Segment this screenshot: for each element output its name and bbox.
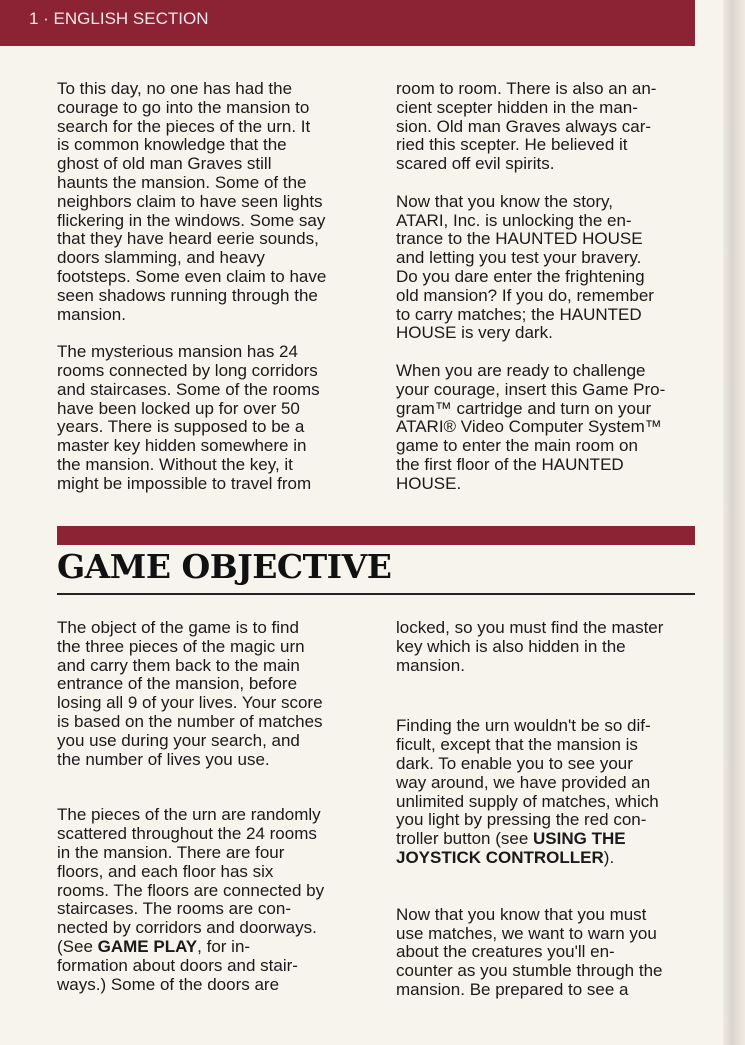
intro-column-left [57, 80, 326, 494]
objective-paragraph: The object of the game is to find the three pieces of the magic urn and carry them back to the main entrance of the mansion, before losing all 9 of your lives. Your score is based on the number of matches you use during your search, and the number of lives you use. [57, 618, 323, 769]
cross-reference: USING THE JOYSTICK CONTROLLER [396, 829, 626, 867]
intro-paragraph: Now that you know the story, ATARI, Inc. is unlocking the en- trance to the HAUNTED HOUSE and letting you test your bravery. Do you dare enter the frightening old mansion? If you do, remember to carry matches; the HAUNTED HOUSE is very dark. [396, 191, 654, 343]
objective-paragraph [396, 717, 663, 867]
cross-reference: GAME PLAY [97, 936, 198, 956]
intro-paragraph: When you are ready to challenge your courage, insert this Game Pro- gram™ cartridge and turn on your ATARI® Video Computer System™ game to enter the main room on the first floor of the HAUNTED HOUSE. [396, 360, 666, 493]
section-title: GAME OBJECTIVE [57, 547, 392, 586]
intro-paragraph: To this day, no one has had the courage to go into the mansion to search for the pieces of the urn. It is common knowledge that the ghost of old man Graves still haunts the mansion. Some of the neighbors claim to have seen lights flickering in the windows. Some say that they have heard eerie sounds, doors slamming, and heavy footsteps. Some even claim to have seen shadows running through the mansion. [57, 79, 327, 324]
header-band [0, 0, 695, 46]
objective-column-left [57, 619, 324, 994]
paragraph-text: Finding the urn wouldn't be so dif- ficult, except that the mansion is dark. To enable you to see your way around, we have provided an unlimited supply of matches, which you light by pressing the red con- troller button (see [396, 716, 659, 849]
intro-paragraph: The mysterious mansion has 24 rooms connected by long corridors and staircases. Some of the rooms have been locked up for over 50 years. There is supposed to be a master key hidden somewhere in the mansion. Without the key, it might be impossible to travel from [57, 342, 320, 493]
objective-paragraph [57, 806, 324, 994]
section-band [57, 526, 695, 545]
paragraph-text: ). [603, 847, 615, 867]
paragraph-text: , for in- formation about doors and stair- ways.) Some of the doors are [57, 936, 298, 994]
objective-column-right [396, 619, 663, 1000]
paragraph-text: The pieces of the urn are randomly scattered throughout the 24 rooms in the mansion. There are four floors, and each floor has six rooms. The floors are connected by staircases. The rooms are con- nected by corridors and doorways. (See [57, 805, 325, 956]
page-edge [723, 0, 745, 1045]
intro-column-right [396, 80, 665, 494]
section-header-label: 1 · ENGLISH SECTION [29, 9, 209, 28]
objective-paragraph: locked, so you must find the master key which is also hidden in the mansion. [396, 618, 664, 675]
intro-paragraph: room to room. There is also an an- cient scepter hidden in the man- sion. Old man Graves always car- ried this scepter. He believed it scared off evil spirits. [396, 79, 657, 174]
objective-paragraph: Now that you know that you must use matches, we want to warn you about the creatures you'll en- counter as you stumble through the mansion. Be prepared to see a [396, 904, 663, 999]
section-rule [57, 593, 695, 595]
